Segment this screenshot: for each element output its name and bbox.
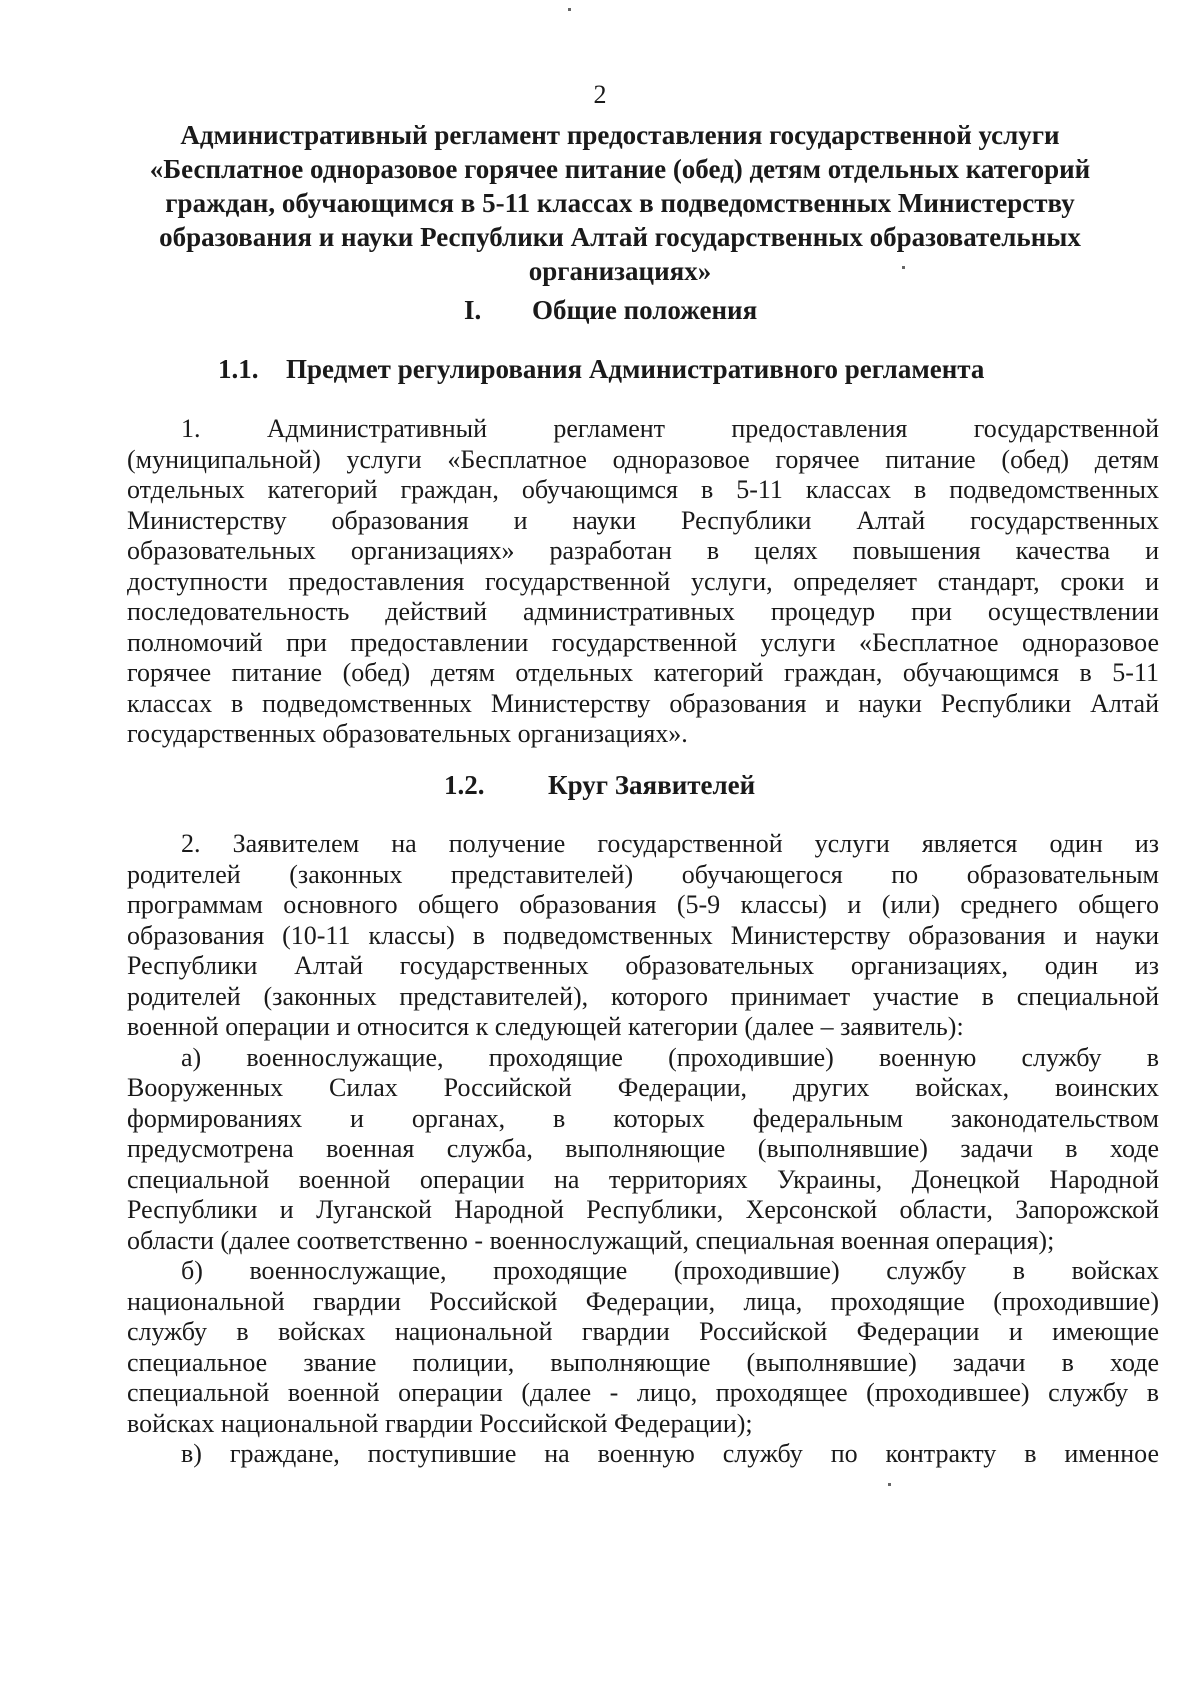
text-line: войсках национальной гвардии Российской Федерации);: [127, 1408, 753, 1438]
text-line: последовательность действий административных процедур при осуществлении: [127, 597, 1159, 626]
scan-speck: [568, 8, 571, 11]
text-line: образовательных организациях» разработан в целях повышения качества и: [127, 536, 1159, 565]
text-line: военной операции и относится к следующей категории (далее – заявитель):: [127, 1012, 964, 1041]
text-line: специальной военной операции (далее - лицо, проходящее (проходившее) службу в: [127, 1378, 1159, 1407]
paragraph-1: [127, 414, 1159, 750]
section-title: Предмет регулирования Административного регламента: [286, 354, 985, 384]
title-line: Административный регламент предоставления государственной услуги: [180, 120, 1060, 150]
text-line: предусмотрена военная служба, выполняющие (выполнявшие) задачи в ходе: [127, 1134, 1159, 1163]
scan-speck: [888, 1483, 891, 1486]
title-line: граждан, обучающимся в 5-11 классах в подведомственных Министерству: [165, 188, 1075, 218]
text-line: классах в подведомственных Министерству образования и науки Республики Алтай: [127, 688, 1159, 718]
text-line: службу в войсках национальной гвардии Российской Федерации и имеющие: [127, 1317, 1159, 1346]
text-line: горячее питание (обед) детям отдельных категорий граждан, обучающимся в 5-11: [127, 658, 1159, 687]
text-line: (муниципальной) услуги «Бесплатное одноразовое горячее питание (обед) детям: [127, 444, 1159, 474]
text-line: Министерству образования и науки Республики Алтай государственных: [127, 505, 1159, 535]
text-line: Республики и Луганской Народной Республики, Херсонской области, Запорожской: [127, 1195, 1159, 1224]
title-line: образования и науки Республики Алтай государственных образовательных: [159, 222, 1081, 252]
text-line: а) военнослужащие, проходящие (проходившие) военную службу в: [181, 1042, 1159, 1072]
title-line: «Бесплатное одноразовое горячее питание (обед) детям отдельных категорий: [149, 154, 1091, 184]
text-line: отдельных категорий граждан, обучающимся в 5-11 классах в подведомственных: [127, 475, 1159, 504]
text-line: 2. Заявителем на получение государственной услуги является один из: [181, 829, 1159, 858]
title-line: организациях»: [528, 256, 712, 286]
text-line: в) граждане, поступившие на военную службу по контракту в именное: [181, 1439, 1159, 1468]
section-title: Круг Заявителей: [548, 770, 756, 800]
section-number: I.: [464, 295, 482, 325]
text-line: программам основного общего образования (5-9 классы) и (или) среднего общего: [127, 890, 1159, 919]
text-line: области (далее соответственно - военнослужащий, специальная военная операция);: [127, 1225, 1055, 1255]
text-line: Вооруженных Силах Российской Федерации, других войсках, воинских: [127, 1073, 1159, 1102]
text-line: доступности предоставления государственной услуги, определяет стандарт, сроки и: [127, 566, 1159, 596]
text-line: специальное звание полиции, выполняющие (выполнявшие) задачи в ходе: [127, 1347, 1159, 1377]
text-line: национальной гвардии Российской Федерации, лица, проходящие (проходившие): [127, 1286, 1159, 1316]
page-number: 2: [593, 80, 607, 109]
text-line: 1. Административный регламент предоставления государственной: [181, 414, 1159, 443]
section-number: 1.1.: [218, 354, 259, 384]
text-line: специальной военной операции на территориях Украины, Донецкой Народной: [127, 1164, 1159, 1194]
section-number: 1.2.: [444, 770, 485, 800]
text-line: родителей (законных представителей) обучающегося по образовательным: [127, 859, 1159, 889]
text-line: родителей (законных представителей), которого принимает участие в специальной: [127, 981, 1159, 1011]
text-line: Республики Алтай государственных образовательных организациях, один из: [127, 951, 1159, 980]
document-title: [120, 118, 1120, 288]
text-line: формированиях и органах, в которых федеральным законодательством: [127, 1103, 1159, 1133]
text-line: полномочий при предоставлении государственной услуги «Бесплатное одноразовое: [127, 627, 1159, 657]
paragraph-2: [127, 829, 1159, 1470]
text-line: государственных образовательных организациях».: [127, 719, 688, 748]
text-line: образования (10-11 классы) в подведомственных Министерству образования и науки: [127, 920, 1159, 950]
section-title: Общие положения: [532, 295, 758, 325]
text-line: б) военнослужащие, проходящие (проходившие) службу в войсках: [181, 1256, 1159, 1285]
